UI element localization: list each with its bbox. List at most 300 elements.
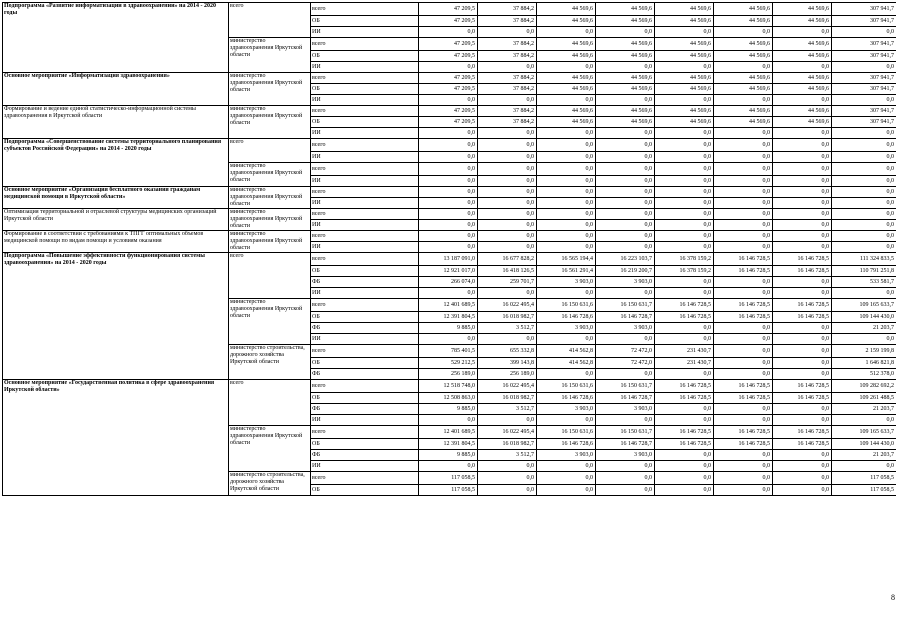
responsible-cell: министерство здравоохранения Иркутской области <box>229 299 311 345</box>
year-value-cell: 44 569,6 <box>655 84 714 95</box>
total-value-cell: 307 941,7 <box>832 3 897 16</box>
year-value-cell: 16 146 728,5 <box>714 380 773 393</box>
year-value-cell: 0,0 <box>478 485 537 496</box>
year-value-cell: 44 569,6 <box>596 117 655 128</box>
year-value-cell: 0,0 <box>655 323 714 334</box>
year-value-cell: 44 569,6 <box>596 3 655 16</box>
funding-source-cell: ФБ <box>311 277 419 288</box>
year-value-cell: 0,0 <box>596 187 655 198</box>
year-value-cell: 0,0 <box>537 485 596 496</box>
funding-source-cell: всего <box>311 139 419 152</box>
year-value-cell: 0,0 <box>714 220 773 231</box>
year-value-cell: 0,0 <box>537 128 596 139</box>
year-value-cell: 44 569,6 <box>714 73 773 84</box>
year-value-cell: 0,0 <box>419 62 478 73</box>
year-value-cell: 44 569,6 <box>596 38 655 51</box>
total-value-cell: 0,0 <box>832 139 897 152</box>
year-value-cell: 9 885,0 <box>419 450 478 461</box>
year-value-cell: 47 209,5 <box>419 117 478 128</box>
year-value-cell: 0,0 <box>478 139 537 152</box>
responsible-cell: министерство здравоохранения Иркутской области <box>229 38 311 73</box>
year-value-cell: 37 884,2 <box>478 16 537 27</box>
total-value-cell: 307 941,7 <box>832 16 897 27</box>
year-value-cell: 0,0 <box>655 139 714 152</box>
funding-source-cell: всего <box>311 345 419 358</box>
year-value-cell: 0,0 <box>714 187 773 198</box>
year-value-cell: 44 569,6 <box>537 3 596 16</box>
year-value-cell: 0,0 <box>478 152 537 163</box>
funding-source-cell: ОБ <box>311 16 419 27</box>
year-value-cell: 16 150 631,7 <box>596 380 655 393</box>
year-value-cell: 0,0 <box>478 242 537 253</box>
year-value-cell: 0,0 <box>773 415 832 426</box>
year-value-cell: 0,0 <box>655 163 714 176</box>
year-value-cell: 0,0 <box>596 472 655 485</box>
year-value-cell: 0,0 <box>714 277 773 288</box>
funding-source-cell: ФБ <box>311 323 419 334</box>
funding-source-cell: ИИ <box>311 27 419 38</box>
year-value-cell: 0,0 <box>773 358 832 369</box>
year-value-cell: 231 430,7 <box>655 358 714 369</box>
year-value-cell: 0,0 <box>419 209 478 220</box>
responsible-cell: всего <box>229 3 311 38</box>
funding-source-cell: ИИ <box>311 152 419 163</box>
responsible-cell: министерство здравоохранения Иркутской области <box>229 187 311 209</box>
year-value-cell: 37 884,2 <box>478 38 537 51</box>
year-value-cell: 0,0 <box>714 163 773 176</box>
year-value-cell: 16 146 728,5 <box>773 426 832 439</box>
year-value-cell: 16 022 495,4 <box>478 299 537 312</box>
total-value-cell: 0,0 <box>832 220 897 231</box>
year-value-cell: 0,0 <box>714 404 773 415</box>
total-value-cell: 0,0 <box>832 163 897 176</box>
year-value-cell: 0,0 <box>478 288 537 299</box>
year-value-cell: 0,0 <box>655 128 714 139</box>
year-value-cell: 16 561 291,4 <box>537 266 596 277</box>
program-name-cell: Основное мероприятие «Организация бесплатного оказания гражданам медицинской помощи в Иркутской области» <box>3 187 229 209</box>
year-value-cell: 47 209,5 <box>419 51 478 62</box>
year-value-cell: 12 518 748,0 <box>419 380 478 393</box>
year-value-cell: 0,0 <box>773 288 832 299</box>
year-value-cell: 0,0 <box>655 187 714 198</box>
year-value-cell: 0,0 <box>773 242 832 253</box>
year-value-cell: 12 391 804,5 <box>419 439 478 450</box>
year-value-cell: 0,0 <box>655 27 714 38</box>
year-value-cell: 44 569,6 <box>655 117 714 128</box>
year-value-cell: 0,0 <box>655 198 714 209</box>
total-value-cell: 109 261 488,5 <box>832 393 897 404</box>
year-value-cell: 16 146 728,6 <box>537 312 596 323</box>
year-value-cell: 0,0 <box>655 152 714 163</box>
table-row <box>3 139 897 152</box>
year-value-cell: 0,0 <box>419 176 478 187</box>
funding-source-cell: ИИ <box>311 128 419 139</box>
year-value-cell: 117 058,5 <box>419 485 478 496</box>
year-value-cell: 0,0 <box>714 472 773 485</box>
total-value-cell: 0,0 <box>832 209 897 220</box>
year-value-cell: 0,0 <box>773 404 832 415</box>
year-value-cell: 0,0 <box>655 369 714 380</box>
total-value-cell: 109 144 430,0 <box>832 439 897 450</box>
year-value-cell: 0,0 <box>537 187 596 198</box>
total-value-cell: 533 581,7 <box>832 277 897 288</box>
year-value-cell: 785 401,5 <box>419 345 478 358</box>
year-value-cell: 655 332,8 <box>478 345 537 358</box>
year-value-cell: 16 378 159,2 <box>655 253 714 266</box>
year-value-cell: 0,0 <box>655 209 714 220</box>
year-value-cell: 0,0 <box>478 176 537 187</box>
year-value-cell: 0,0 <box>537 242 596 253</box>
table-body <box>3 3 897 496</box>
funding-source-cell: всего <box>311 3 419 16</box>
year-value-cell: 0,0 <box>419 139 478 152</box>
total-value-cell: 2 159 199,8 <box>832 345 897 358</box>
year-value-cell: 0,0 <box>714 288 773 299</box>
funding-source-cell: всего <box>311 299 419 312</box>
funding-source-cell: ИИ <box>311 242 419 253</box>
total-value-cell: 0,0 <box>832 152 897 163</box>
total-value-cell: 0,0 <box>832 27 897 38</box>
year-value-cell: 0,0 <box>655 450 714 461</box>
year-value-cell: 44 569,6 <box>655 16 714 27</box>
total-value-cell: 0,0 <box>832 198 897 209</box>
table-row <box>3 231 897 242</box>
year-value-cell: 3 903,0 <box>596 404 655 415</box>
total-value-cell: 109 144 430,0 <box>832 312 897 323</box>
year-value-cell: 47 209,5 <box>419 84 478 95</box>
year-value-cell: 0,0 <box>655 62 714 73</box>
year-value-cell: 0,0 <box>773 62 832 73</box>
funding-source-cell: ОБ <box>311 84 419 95</box>
year-value-cell: 0,0 <box>596 369 655 380</box>
year-value-cell: 0,0 <box>478 334 537 345</box>
year-value-cell: 0,0 <box>773 139 832 152</box>
year-value-cell: 3 512,7 <box>478 450 537 461</box>
year-value-cell: 3 512,7 <box>478 323 537 334</box>
total-value-cell: 0,0 <box>832 288 897 299</box>
total-value-cell: 307 941,7 <box>832 84 897 95</box>
year-value-cell: 3 903,0 <box>537 277 596 288</box>
funding-source-cell: ОБ <box>311 393 419 404</box>
year-value-cell: 44 569,6 <box>773 16 832 27</box>
year-value-cell: 0,0 <box>655 176 714 187</box>
year-value-cell: 0,0 <box>596 220 655 231</box>
year-value-cell: 37 884,2 <box>478 117 537 128</box>
year-value-cell: 0,0 <box>596 152 655 163</box>
year-value-cell: 0,0 <box>478 198 537 209</box>
year-value-cell: 12 401 689,5 <box>419 426 478 439</box>
year-value-cell: 0,0 <box>714 450 773 461</box>
funding-source-cell: всего <box>311 209 419 220</box>
year-value-cell: 44 569,6 <box>773 73 832 84</box>
year-value-cell: 0,0 <box>714 128 773 139</box>
year-value-cell: 0,0 <box>773 277 832 288</box>
funding-source-cell: ОБ <box>311 117 419 128</box>
year-value-cell: 0,0 <box>714 461 773 472</box>
year-value-cell: 12 508 863,0 <box>419 393 478 404</box>
year-value-cell: 0,0 <box>655 220 714 231</box>
funding-source-cell: всего <box>311 73 419 84</box>
year-value-cell: 16 146 728,5 <box>655 426 714 439</box>
year-value-cell: 44 569,6 <box>537 73 596 84</box>
year-value-cell: 0,0 <box>537 95 596 106</box>
year-value-cell: 3 512,7 <box>478 404 537 415</box>
total-value-cell: 111 324 833,5 <box>832 253 897 266</box>
year-value-cell: 0,0 <box>773 461 832 472</box>
year-value-cell: 12 921 017,0 <box>419 266 478 277</box>
year-value-cell: 3 903,0 <box>596 450 655 461</box>
funding-source-cell: ОБ <box>311 51 419 62</box>
year-value-cell: 0,0 <box>773 323 832 334</box>
funding-source-cell: всего <box>311 106 419 117</box>
year-value-cell: 44 569,6 <box>655 106 714 117</box>
funding-source-cell: ОБ <box>311 485 419 496</box>
year-value-cell: 16 018 982,7 <box>478 312 537 323</box>
year-value-cell: 12 401 689,5 <box>419 299 478 312</box>
year-value-cell: 16 146 728,5 <box>714 439 773 450</box>
year-value-cell: 16 146 728,5 <box>714 266 773 277</box>
year-value-cell: 16 223 103,7 <box>596 253 655 266</box>
year-value-cell: 0,0 <box>714 485 773 496</box>
year-value-cell: 0,0 <box>419 128 478 139</box>
year-value-cell: 0,0 <box>478 461 537 472</box>
year-value-cell: 0,0 <box>537 139 596 152</box>
year-value-cell: 231 430,7 <box>655 345 714 358</box>
year-value-cell: 44 569,6 <box>537 16 596 27</box>
funding-source-cell: всего <box>311 187 419 198</box>
year-value-cell: 0,0 <box>714 152 773 163</box>
total-value-cell: 0,0 <box>832 231 897 242</box>
responsible-cell: министерство здравоохранения Иркутской области <box>229 73 311 106</box>
year-value-cell: 16 146 728,5 <box>773 380 832 393</box>
table-row <box>3 209 897 220</box>
page-number: 8 <box>891 593 895 602</box>
total-value-cell: 512 378,0 <box>832 369 897 380</box>
year-value-cell: 44 569,6 <box>714 117 773 128</box>
year-value-cell: 0,0 <box>773 369 832 380</box>
year-value-cell: 0,0 <box>773 209 832 220</box>
year-value-cell: 0,0 <box>478 472 537 485</box>
year-value-cell: 16 677 828,2 <box>478 253 537 266</box>
year-value-cell: 16 146 728,5 <box>773 312 832 323</box>
year-value-cell: 0,0 <box>714 176 773 187</box>
year-value-cell: 44 569,6 <box>714 38 773 51</box>
funding-source-cell: ИИ <box>311 288 419 299</box>
year-value-cell: 0,0 <box>596 485 655 496</box>
year-value-cell: 3 903,0 <box>596 323 655 334</box>
year-value-cell: 44 569,6 <box>655 3 714 16</box>
year-value-cell: 44 569,6 <box>714 3 773 16</box>
funding-source-cell: ОБ <box>311 358 419 369</box>
funding-source-cell: ИИ <box>311 220 419 231</box>
program-name-cell: Оптимизация территориальной и отраслевой структуры медицинских организаций Иркутской области <box>3 209 229 231</box>
year-value-cell: 0,0 <box>537 209 596 220</box>
year-value-cell: 0,0 <box>596 198 655 209</box>
year-value-cell: 0,0 <box>655 415 714 426</box>
year-value-cell: 0,0 <box>419 415 478 426</box>
year-value-cell: 16 146 728,7 <box>596 393 655 404</box>
funding-source-cell: всего <box>311 380 419 393</box>
program-name-cell: Подпрограмма «Повышение эффективности функционирования системы здравоохранения» на 2014 - 2020 годы <box>3 253 229 380</box>
year-value-cell: 0,0 <box>537 152 596 163</box>
year-value-cell: 0,0 <box>419 95 478 106</box>
year-value-cell: 44 569,6 <box>596 73 655 84</box>
year-value-cell: 16 146 728,5 <box>714 426 773 439</box>
year-value-cell: 0,0 <box>773 334 832 345</box>
year-value-cell: 0,0 <box>537 27 596 38</box>
funding-source-cell: всего <box>311 426 419 439</box>
year-value-cell: 16 146 728,5 <box>655 299 714 312</box>
funding-source-cell: ФБ <box>311 404 419 415</box>
funding-source-cell: ИИ <box>311 62 419 73</box>
year-value-cell: 16 146 728,5 <box>773 266 832 277</box>
year-value-cell: 72 472,0 <box>596 358 655 369</box>
year-value-cell: 0,0 <box>714 242 773 253</box>
year-value-cell: 0,0 <box>478 62 537 73</box>
year-value-cell: 0,0 <box>537 62 596 73</box>
year-value-cell: 44 569,6 <box>596 106 655 117</box>
year-value-cell: 44 569,6 <box>773 106 832 117</box>
year-value-cell: 0,0 <box>537 163 596 176</box>
year-value-cell: 0,0 <box>419 187 478 198</box>
year-value-cell: 0,0 <box>655 404 714 415</box>
budget-table <box>2 2 896 496</box>
year-value-cell: 0,0 <box>773 152 832 163</box>
year-value-cell: 0,0 <box>419 461 478 472</box>
year-value-cell: 44 569,6 <box>655 51 714 62</box>
year-value-cell: 12 391 804,5 <box>419 312 478 323</box>
year-value-cell: 0,0 <box>419 220 478 231</box>
year-value-cell: 16 146 728,5 <box>714 299 773 312</box>
funding-source-cell: ОБ <box>311 439 419 450</box>
year-value-cell: 16 146 728,5 <box>773 253 832 266</box>
responsible-cell: всего <box>229 139 311 163</box>
year-value-cell: 0,0 <box>419 288 478 299</box>
program-name-cell: Подпрограмма «Развитие информатизации в здравоохранении» на 2014 - 2020 годы <box>3 3 229 73</box>
total-value-cell: 307 941,7 <box>832 106 897 117</box>
table-row <box>3 73 897 84</box>
year-value-cell: 16 418 126,5 <box>478 266 537 277</box>
year-value-cell: 16 146 728,7 <box>596 439 655 450</box>
year-value-cell: 0,0 <box>773 472 832 485</box>
year-value-cell: 0,0 <box>714 358 773 369</box>
table-row <box>3 253 897 266</box>
year-value-cell: 0,0 <box>714 323 773 334</box>
year-value-cell: 0,0 <box>596 461 655 472</box>
year-value-cell: 0,0 <box>419 242 478 253</box>
year-value-cell: 44 569,6 <box>537 38 596 51</box>
year-value-cell: 16 146 728,5 <box>655 439 714 450</box>
year-value-cell: 44 569,6 <box>537 51 596 62</box>
table-row <box>3 187 897 198</box>
year-value-cell: 13 187 091,0 <box>419 253 478 266</box>
total-value-cell: 0,0 <box>832 95 897 106</box>
year-value-cell: 44 569,6 <box>773 3 832 16</box>
total-value-cell: 21 203,7 <box>832 323 897 334</box>
funding-source-cell: всего <box>311 253 419 266</box>
year-value-cell: 44 569,6 <box>596 51 655 62</box>
year-value-cell: 0,0 <box>596 62 655 73</box>
responsible-cell: министерство здравоохранения Иркутской области <box>229 163 311 187</box>
year-value-cell: 0,0 <box>655 334 714 345</box>
year-value-cell: 16 146 728,5 <box>714 253 773 266</box>
year-value-cell: 37 884,2 <box>478 51 537 62</box>
year-value-cell: 16 146 728,6 <box>537 393 596 404</box>
year-value-cell: 0,0 <box>596 209 655 220</box>
year-value-cell: 0,0 <box>655 288 714 299</box>
year-value-cell: 0,0 <box>773 231 832 242</box>
year-value-cell: 16 146 728,5 <box>773 439 832 450</box>
year-value-cell: 0,0 <box>596 128 655 139</box>
year-value-cell: 0,0 <box>655 242 714 253</box>
year-value-cell: 399 143,8 <box>478 358 537 369</box>
year-value-cell: 0,0 <box>478 27 537 38</box>
year-value-cell: 37 884,2 <box>478 106 537 117</box>
year-value-cell: 0,0 <box>596 176 655 187</box>
funding-source-cell: всего <box>311 38 419 51</box>
year-value-cell: 0,0 <box>773 485 832 496</box>
year-value-cell: 0,0 <box>419 152 478 163</box>
year-value-cell: 0,0 <box>478 415 537 426</box>
year-value-cell: 0,0 <box>596 27 655 38</box>
year-value-cell: 0,0 <box>596 415 655 426</box>
year-value-cell: 0,0 <box>419 27 478 38</box>
year-value-cell: 47 209,5 <box>419 16 478 27</box>
year-value-cell: 0,0 <box>537 334 596 345</box>
year-value-cell: 47 209,5 <box>419 38 478 51</box>
program-name-cell: Подпрограмма «Совершенствование системы территориального планирования субъектов Российской Федерации» на 2014 - 2020 годы <box>3 139 229 187</box>
total-value-cell: 110 791 251,8 <box>832 266 897 277</box>
year-value-cell: 0,0 <box>714 62 773 73</box>
year-value-cell: 47 209,5 <box>419 73 478 84</box>
year-value-cell: 0,0 <box>773 95 832 106</box>
year-value-cell: 16 150 631,6 <box>537 380 596 393</box>
year-value-cell: 0,0 <box>419 198 478 209</box>
year-value-cell: 0,0 <box>537 176 596 187</box>
year-value-cell: 44 569,6 <box>596 16 655 27</box>
funding-source-cell: ИИ <box>311 415 419 426</box>
year-value-cell: 16 146 728,5 <box>655 380 714 393</box>
year-value-cell: 0,0 <box>773 176 832 187</box>
year-value-cell: 0,0 <box>714 345 773 358</box>
year-value-cell: 44 569,6 <box>596 84 655 95</box>
year-value-cell: 16 150 631,7 <box>596 299 655 312</box>
program-name-cell: Основное мероприятие «Государственная политика в сфере здравоохранения Иркутской области» <box>3 380 229 496</box>
year-value-cell: 16 146 728,6 <box>537 439 596 450</box>
year-value-cell: 44 569,6 <box>773 51 832 62</box>
responsible-cell: всего <box>229 253 311 299</box>
year-value-cell: 0,0 <box>714 95 773 106</box>
year-value-cell: 0,0 <box>773 128 832 139</box>
year-value-cell: 0,0 <box>419 231 478 242</box>
year-value-cell: 16 146 728,5 <box>714 312 773 323</box>
funding-source-cell: ОБ <box>311 266 419 277</box>
year-value-cell: 0,0 <box>537 220 596 231</box>
total-value-cell: 0,0 <box>832 334 897 345</box>
year-value-cell: 0,0 <box>596 139 655 152</box>
total-value-cell: 21 203,7 <box>832 450 897 461</box>
year-value-cell: 44 569,6 <box>537 106 596 117</box>
year-value-cell: 0,0 <box>655 231 714 242</box>
year-value-cell: 529 212,5 <box>419 358 478 369</box>
total-value-cell: 117 058,5 <box>832 485 897 496</box>
total-value-cell: 307 941,7 <box>832 51 897 62</box>
year-value-cell: 0,0 <box>537 415 596 426</box>
program-name-cell: Основное мероприятие «Информатизация здравоохранения» <box>3 73 229 106</box>
year-value-cell: 0,0 <box>478 209 537 220</box>
year-value-cell: 0,0 <box>714 139 773 152</box>
year-value-cell: 16 146 728,5 <box>655 393 714 404</box>
